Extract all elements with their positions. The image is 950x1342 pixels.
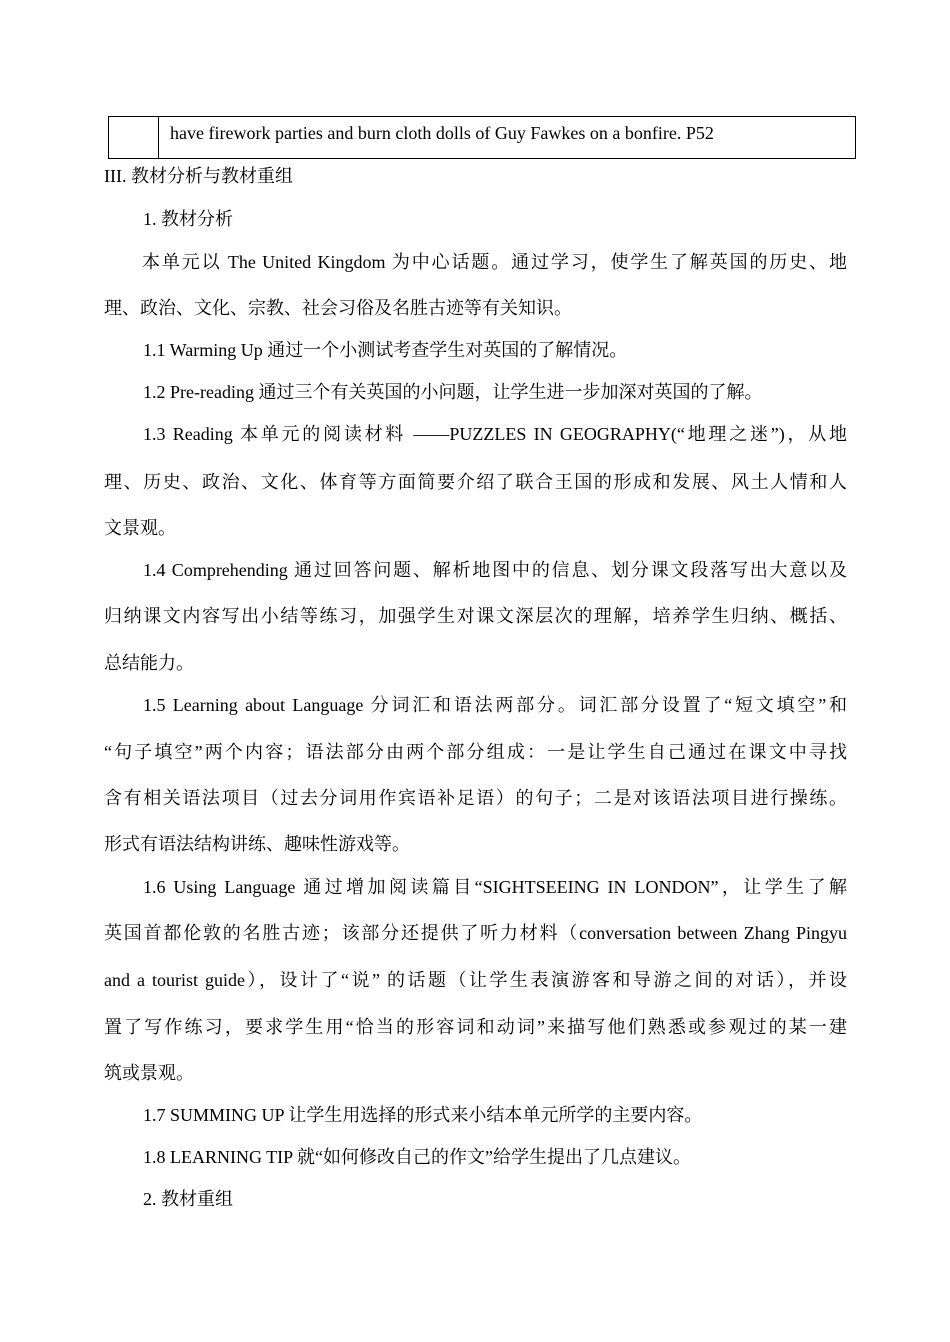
paragraph-item-1-4-line: 总结能力。 [104,653,194,673]
paragraph-item-1-5-line: 含有相关语法项目（过去分词用作宾语补足语）的句子；二是对该语法项目进行操练。 [104,788,847,808]
paragraph-item-1-8: 1.8 LEARNING TIP 就“如何修改自己的作文”给学生提出了几点建议。 [143,1147,691,1167]
table-row [108,116,856,159]
paragraph-intro-line: 理、政治、文化、宗教、社会习俗及名胜古迹等有关知识。 [104,298,572,318]
paragraph-item-1-4-line: 1.4 Comprehending 通过回答问题、解析地图中的信息、划分课文段落写出大意以及 [143,560,847,580]
paragraph-item-1-5-line: “句子填空”两个内容；语法部分由两个部分组成：一是让学生自己通过在课文中寻找 [104,742,847,762]
paragraph-item-1-1: 1.1 Warming Up 通过一个小测试考查学生对英国的了解情况。 [143,340,628,360]
paragraph-item-1-3-line: 文景观。 [104,518,176,538]
table-cell-text: have firework parties and burn cloth dolls of Guy Fawkes on a bonfire. P52 [170,123,714,143]
paragraph-item-1-2: 1.2 Pre-reading 通过三个有关英国的小问题，让学生进一步加深对英国的了解。 [143,382,763,402]
subsection-heading-analysis: 1. 教材分析 [143,209,233,229]
paragraph-item-1-5-line: 形式有语法结构讲练、趣味性游戏等。 [104,834,410,854]
paragraph-item-1-7: 1.7 SUMMING UP 让学生用选择的形式来小结本单元所学的主要内容。 [143,1105,703,1125]
paragraph-item-1-5-line: 1.5 Learning about Language 分词汇和语法两部分。词汇部分设置了“短文填空”和 [143,695,847,715]
subsection-heading-reorganization: 2. 教材重组 [143,1189,233,1209]
paragraph-intro-line: 本单元以 The United Kingdom 为中心话题。通过学习，使学生了解英国的历史、地 [142,252,847,272]
paragraph-item-1-6-line: and a tourist guide），设计了“说” 的话题（让学生表演游客和导游之间的对话），并设 [104,970,847,990]
paragraph-item-1-6-line: 置了写作练习，要求学生用“恰当的形容词和动词”来描写他们熟悉或参观过的某一建 [104,1017,847,1037]
section-heading: III. 教材分析与教材重组 [104,166,293,186]
paragraph-item-1-6-line: 英国首都伦敦的名胜古迹；该部分还提供了听力材料（conversation between Zhang Pingyu [104,923,847,943]
paragraph-item-1-6-line: 筑或景观。 [104,1063,194,1083]
paragraph-item-1-4-line: 归纳课文内容写出小结等练习，加强学生对课文深层次的理解，培养学生归纳、概括、 [104,606,847,626]
paragraph-item-1-3-line: 1.3 Reading 本单元的阅读材料 ——PUZZLES IN GEOGRAPHY(“地理之迷”)，从地 [143,424,847,444]
table-cell-empty [109,117,159,158]
paragraph-item-1-6-line: 1.6 Using Language 通过增加阅读篇目“SIGHTSEEING IN LONDON”，让学生了解 [143,877,847,897]
paragraph-item-1-3-line: 理、历史、政治、文化、体育等方面简要介绍了联合王国的形成和发展、风土人情和人 [104,472,847,492]
